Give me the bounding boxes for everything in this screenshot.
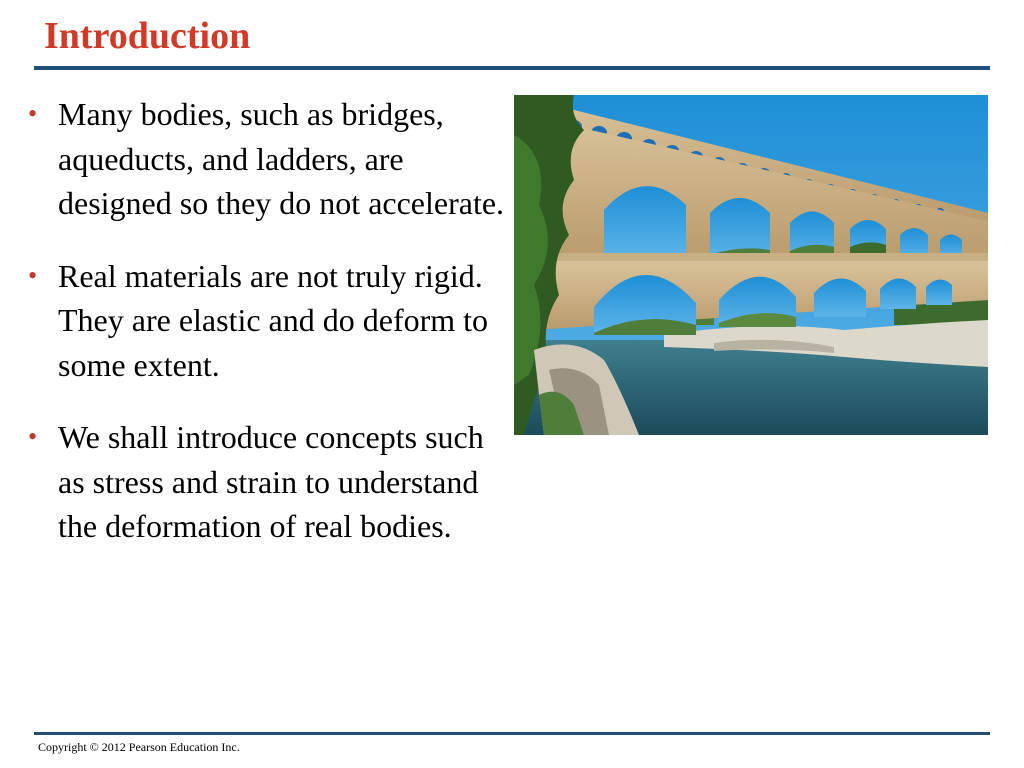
title-divider [34,66,990,70]
bullet-text: Real materials are not truly rigid. They are elastic and do deform to some extent. [58,257,489,383]
copyright-footer: Copyright © 2012 Pearson Education Inc. [38,740,240,754]
bullet-item [20,92,510,226]
bullet-text: We shall introduce concepts such as stress and strain to understand the deformation of real bodies. [58,419,484,544]
bullet-icon: • [28,260,38,290]
aqueduct-photo [514,95,988,435]
bullet-icon: • [28,99,38,128]
bullet-item [20,415,510,549]
bullet-icon: • [28,422,38,451]
bullet-item [20,254,510,388]
footer-divider [34,732,990,735]
slide-title: Introduction [44,15,251,57]
bullet-text: Many bodies, such as bridges, aqueducts, and ladders, are designed so they do not accelerate. [58,96,505,221]
bullet-list [20,92,510,577]
